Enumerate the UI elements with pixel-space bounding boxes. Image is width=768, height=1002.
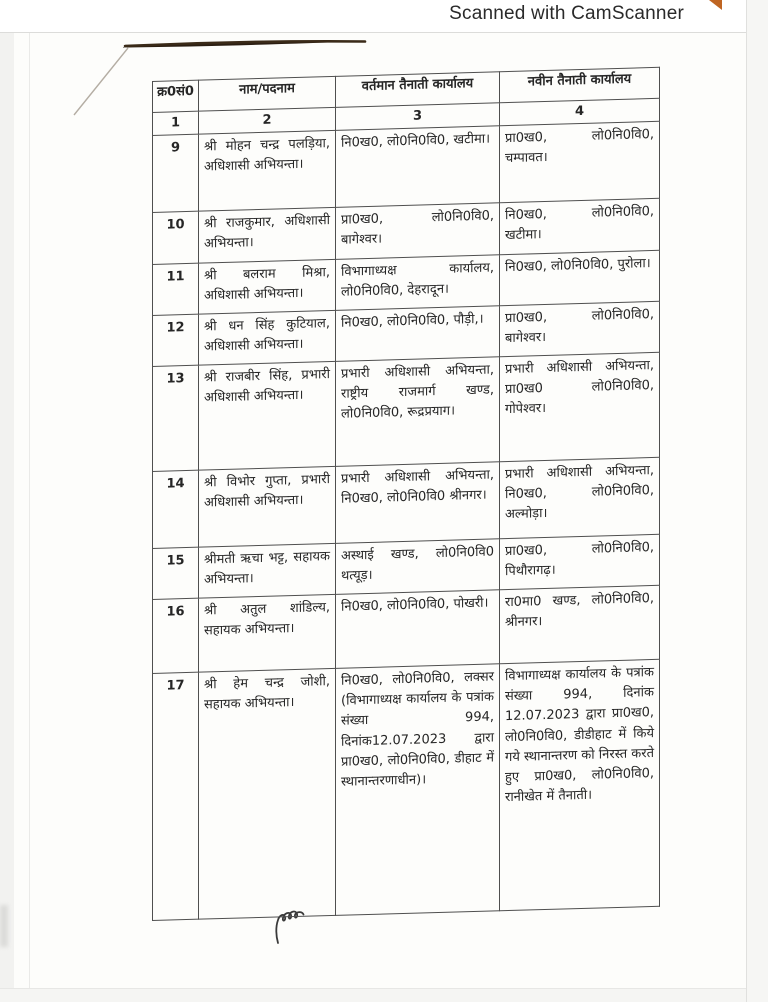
current-office-cell: अस्थाई खण्ड, लो0नि0वि0 थत्यूड़।	[336, 539, 500, 595]
current-office-cell: नि0ख0, लो0नि0वि0, खटीमा।	[336, 126, 500, 208]
new-office-cell: प्रा0ख0, लो0नि0वि0, बागेश्वर।	[500, 301, 660, 356]
camscanner-corner-icon	[709, 0, 722, 10]
right-margin-strip	[746, 0, 768, 1002]
table-row	[153, 585, 660, 673]
col-header-current-office: वर्तमान तैनाती कार्यालय	[336, 72, 500, 108]
name-cell: श्रीमती ऋचा भट्ट, सहायक अभियन्ता।	[199, 544, 336, 599]
new-office-cell: रा0मा0 खण्ड, लो0नि0वि0, श्रीनगर।	[500, 585, 660, 663]
current-office-cell: प्रभारी अधिशासी अभियन्ता, नि0ख0, लो0नि0वि0 श्रीनगर।	[336, 462, 500, 544]
col-header-new-office: नवीन तैनाती कार्यालय	[500, 67, 660, 102]
paper-left-edge	[29, 33, 30, 988]
serial-cell: 10	[153, 211, 199, 264]
name-cell: श्री अतुल शांडिल्य, सहायक अभियन्ता।	[199, 595, 336, 673]
new-office-cell: प्रा0ख0, लो0नि0वि0, पिथौरागढ़।	[500, 534, 660, 589]
table-row	[153, 659, 660, 920]
serial-cell: 13	[153, 365, 199, 471]
col-header-serial: क्र0सं0	[153, 80, 199, 112]
transfer-orders-table	[152, 67, 660, 921]
new-office-cell: प्रभारी अधिशासी अभियन्ता, प्रा0ख0 लो0नि0वि0, गोपेश्वर।	[500, 352, 660, 461]
new-office-cell: नि0ख0, लो0नि0वि0, पुरोला।	[500, 250, 660, 305]
name-cell: श्री राजकुमार, अधिशासी अभियन्ता।	[199, 208, 336, 264]
new-office-cell: विभागाध्यक्ष कार्यालय के पत्रांक संख्या 994, दिनांक 12.07.2023 द्वारा प्रा0ख0, लो0नि0वि0, डीडीहाट में किये गये स्थानान्तरण को निरस्त करते हुए प्रा0ख0, लो0नि0वि0, रानीखेत में तैनाती।	[500, 659, 660, 910]
scan-smudge	[0, 905, 8, 947]
col-header-name: नाम/पदनाम	[199, 76, 336, 111]
left-margin-strip	[0, 0, 14, 1002]
camscanner-watermark: Scanned with CamScanner	[449, 3, 684, 24]
transfer-table-container	[152, 67, 659, 921]
serial-cell: 15	[153, 547, 199, 599]
current-office-cell: नि0ख0, लो0नि0वि0, पोखरी।	[336, 590, 500, 669]
new-office-cell: प्रभारी अधिशासी अभियन्ता, नि0ख0, लो0नि0वि0, अल्मोड़ा।	[500, 457, 660, 538]
new-office-cell: प्रा0ख0, लो0नि0वि0, चम्पावत।	[500, 121, 660, 202]
serial-cell: 9	[153, 134, 199, 212]
name-cell: श्री विभोर गुप्ता, प्रभारी अधिशासी अभियन्ता।	[199, 467, 336, 548]
col-number-3: 3	[336, 103, 500, 131]
serial-cell: 12	[153, 314, 199, 366]
current-office-cell: नि0ख0, लो0नि0वि0, लक्सर (विभागाध्यक्ष कार्यालय के पत्रांक संख्या 994, दिनांक12.07.2023 द्वारा प्रा0ख0, लो0नि0वि0, डीहाट में स्थानान्तरणाधीन)।	[336, 664, 500, 916]
serial-cell: 16	[153, 598, 199, 673]
name-cell: श्री मोहन चन्द्र पलड़िया, अधिशासी अभियन्ता।	[199, 131, 336, 212]
new-office-cell: नि0ख0, लो0नि0वि0, खटीमा।	[500, 198, 660, 254]
table-row	[153, 352, 660, 471]
current-office-cell: प्रभारी अधिशासी अभियन्ता, राष्ट्रीय राजमार्ग खण्ड, लो0नि0वि0, रूद्रप्रयाग।	[336, 357, 500, 467]
name-cell: श्री हेम चन्द्र जोशी, सहायक अभियन्ता।	[199, 669, 336, 920]
name-cell: श्री धन सिंह कुटियाल, अधिशासी अभियन्ता।	[199, 311, 336, 366]
serial-cell: 17	[153, 672, 199, 920]
col-number-1: 1	[153, 111, 199, 135]
current-office-cell: विभागाध्यक्ष कार्यालय, लो0नि0वि0, देहरादून।	[336, 255, 500, 311]
camscanner-bar	[0, 0, 746, 33]
name-cell: श्री राजबीर सिंह, प्रभारी अधिशासी अभियन्ता।	[199, 362, 336, 471]
current-office-cell: प्रा0ख0, लो0नि0वि0, बागेश्वर।	[336, 203, 500, 260]
current-office-cell: नि0ख0, लो0नि0वि0, पौड़ी,।	[336, 306, 500, 362]
serial-cell: 14	[153, 470, 199, 548]
serial-cell: 11	[153, 263, 199, 315]
col-number-2: 2	[199, 107, 336, 134]
table-row	[153, 457, 660, 548]
col-number-4: 4	[500, 98, 660, 126]
name-cell: श्री बलराम मिश्रा, अधिशासी अभियन्ता।	[199, 260, 336, 315]
table-row	[153, 121, 660, 212]
bottom-margin-strip	[0, 988, 746, 1002]
